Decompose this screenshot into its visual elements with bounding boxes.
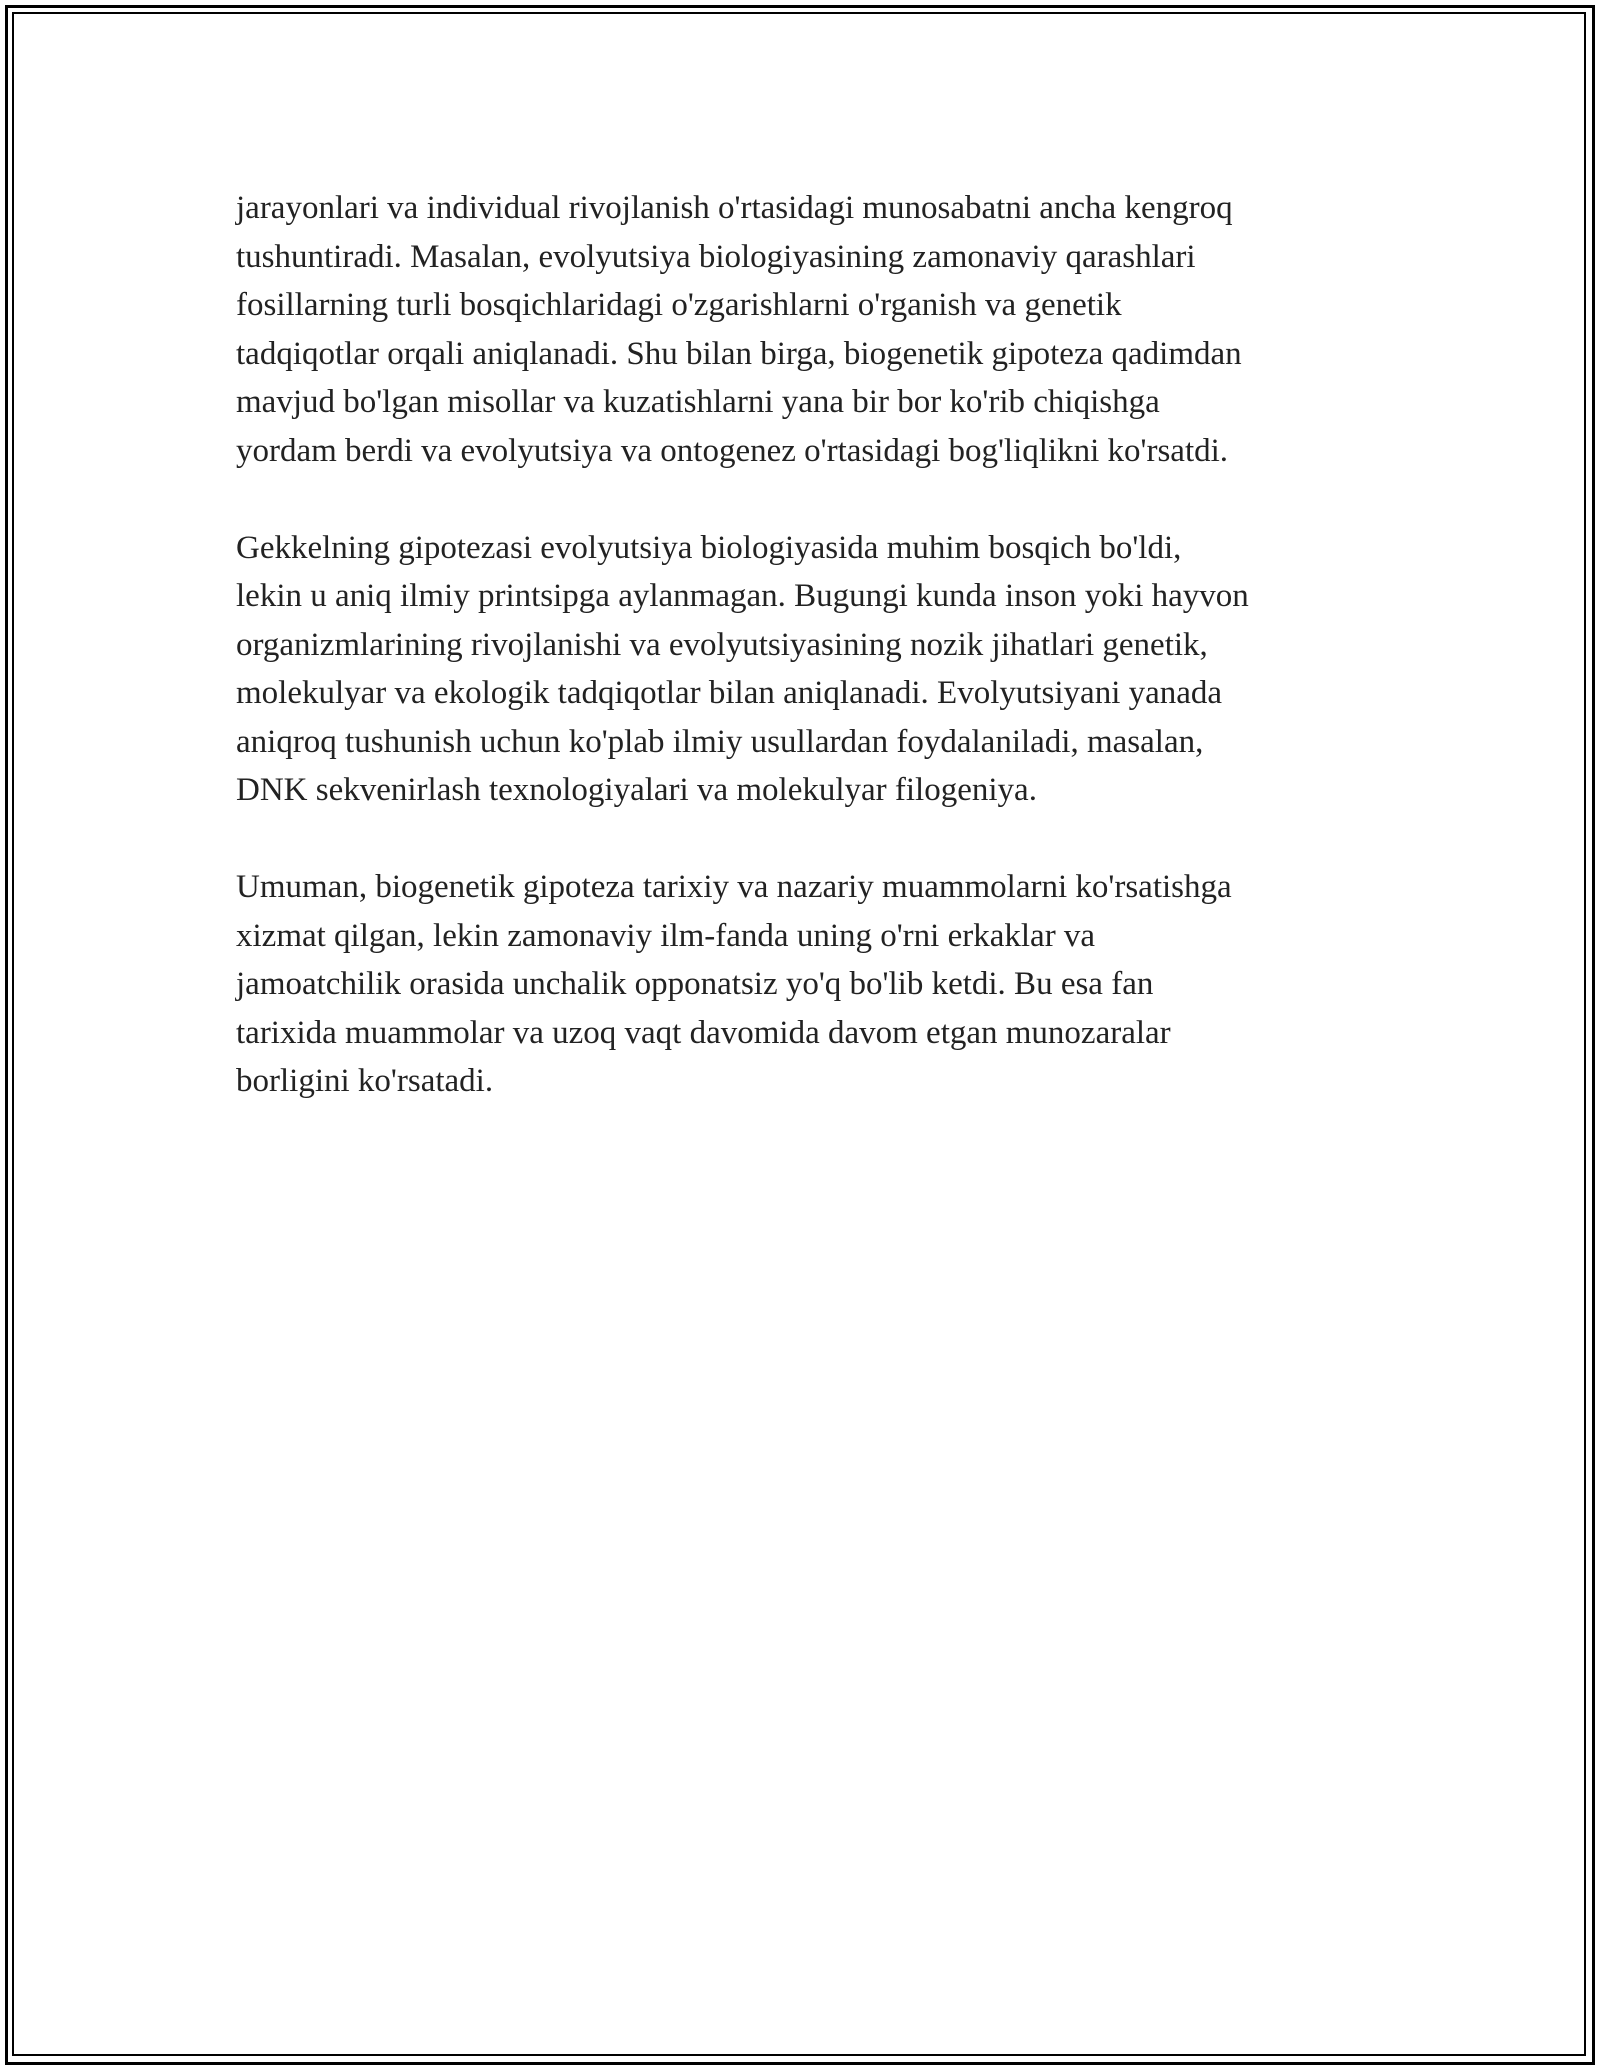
paragraph-3: Umuman, biogenetik gipoteza tarixiy va nazariy muammolarni ko'rsatishga xizmat qilgan, lekin zamonaviy ilm-fanda uning o'rni erkaklar va jamoatchilik orasida unchalik opponatsiz yo'q bo'lib ketdi. Bu esa fan tarixida muammolar va uzoq vaqt davomida davom etgan munozaralar borligini ko'rsatadi. xyxy=(236,869,1232,1099)
paragraph-2: Gekkelning gipotezasi evolyutsiya biologiyasida muhim bosqich bo'ldi, lekin u aniq ilmiy printsipga aylanmagan. Bugungi kunda inson yoki hayvon organizmlarining rivojlanishi va evolyutsiyasining nozik jihatlari genetik, molekulyar va ekologik tadqiqotlar bilan aniqlanadi. Evolyutsiyani yanada aniqroq tushunish uchun ko'plab ilmiy usullardan foydalaniladi, masalan, DNK sekvenirlash texnologiyalari va molekulyar filogeniya. xyxy=(236,529,1249,808)
document-body xyxy=(236,184,1386,1154)
paragraph-1: jarayonlari va individual rivojlanish o'rtasidagi munosabatni ancha kengroq tushuntiradi. Masalan, evolyutsiya biologiyasining zamonaviy qarashlari fosillarning turli bosqichlaridagi o'zgarishlarni o'rganish va genetik tadqiqotlar orqali aniqlanadi. Shu bilan birga, biogenetik gipoteza qadimdan mavjud bo'lgan misollar va kuzatishlarni yana bir bor ko'rib chiqishga yordam berdi va evolyutsiya va ontogenez o'rtasidagi bog'liqlikni ko'rsatdi. xyxy=(236,190,1242,469)
